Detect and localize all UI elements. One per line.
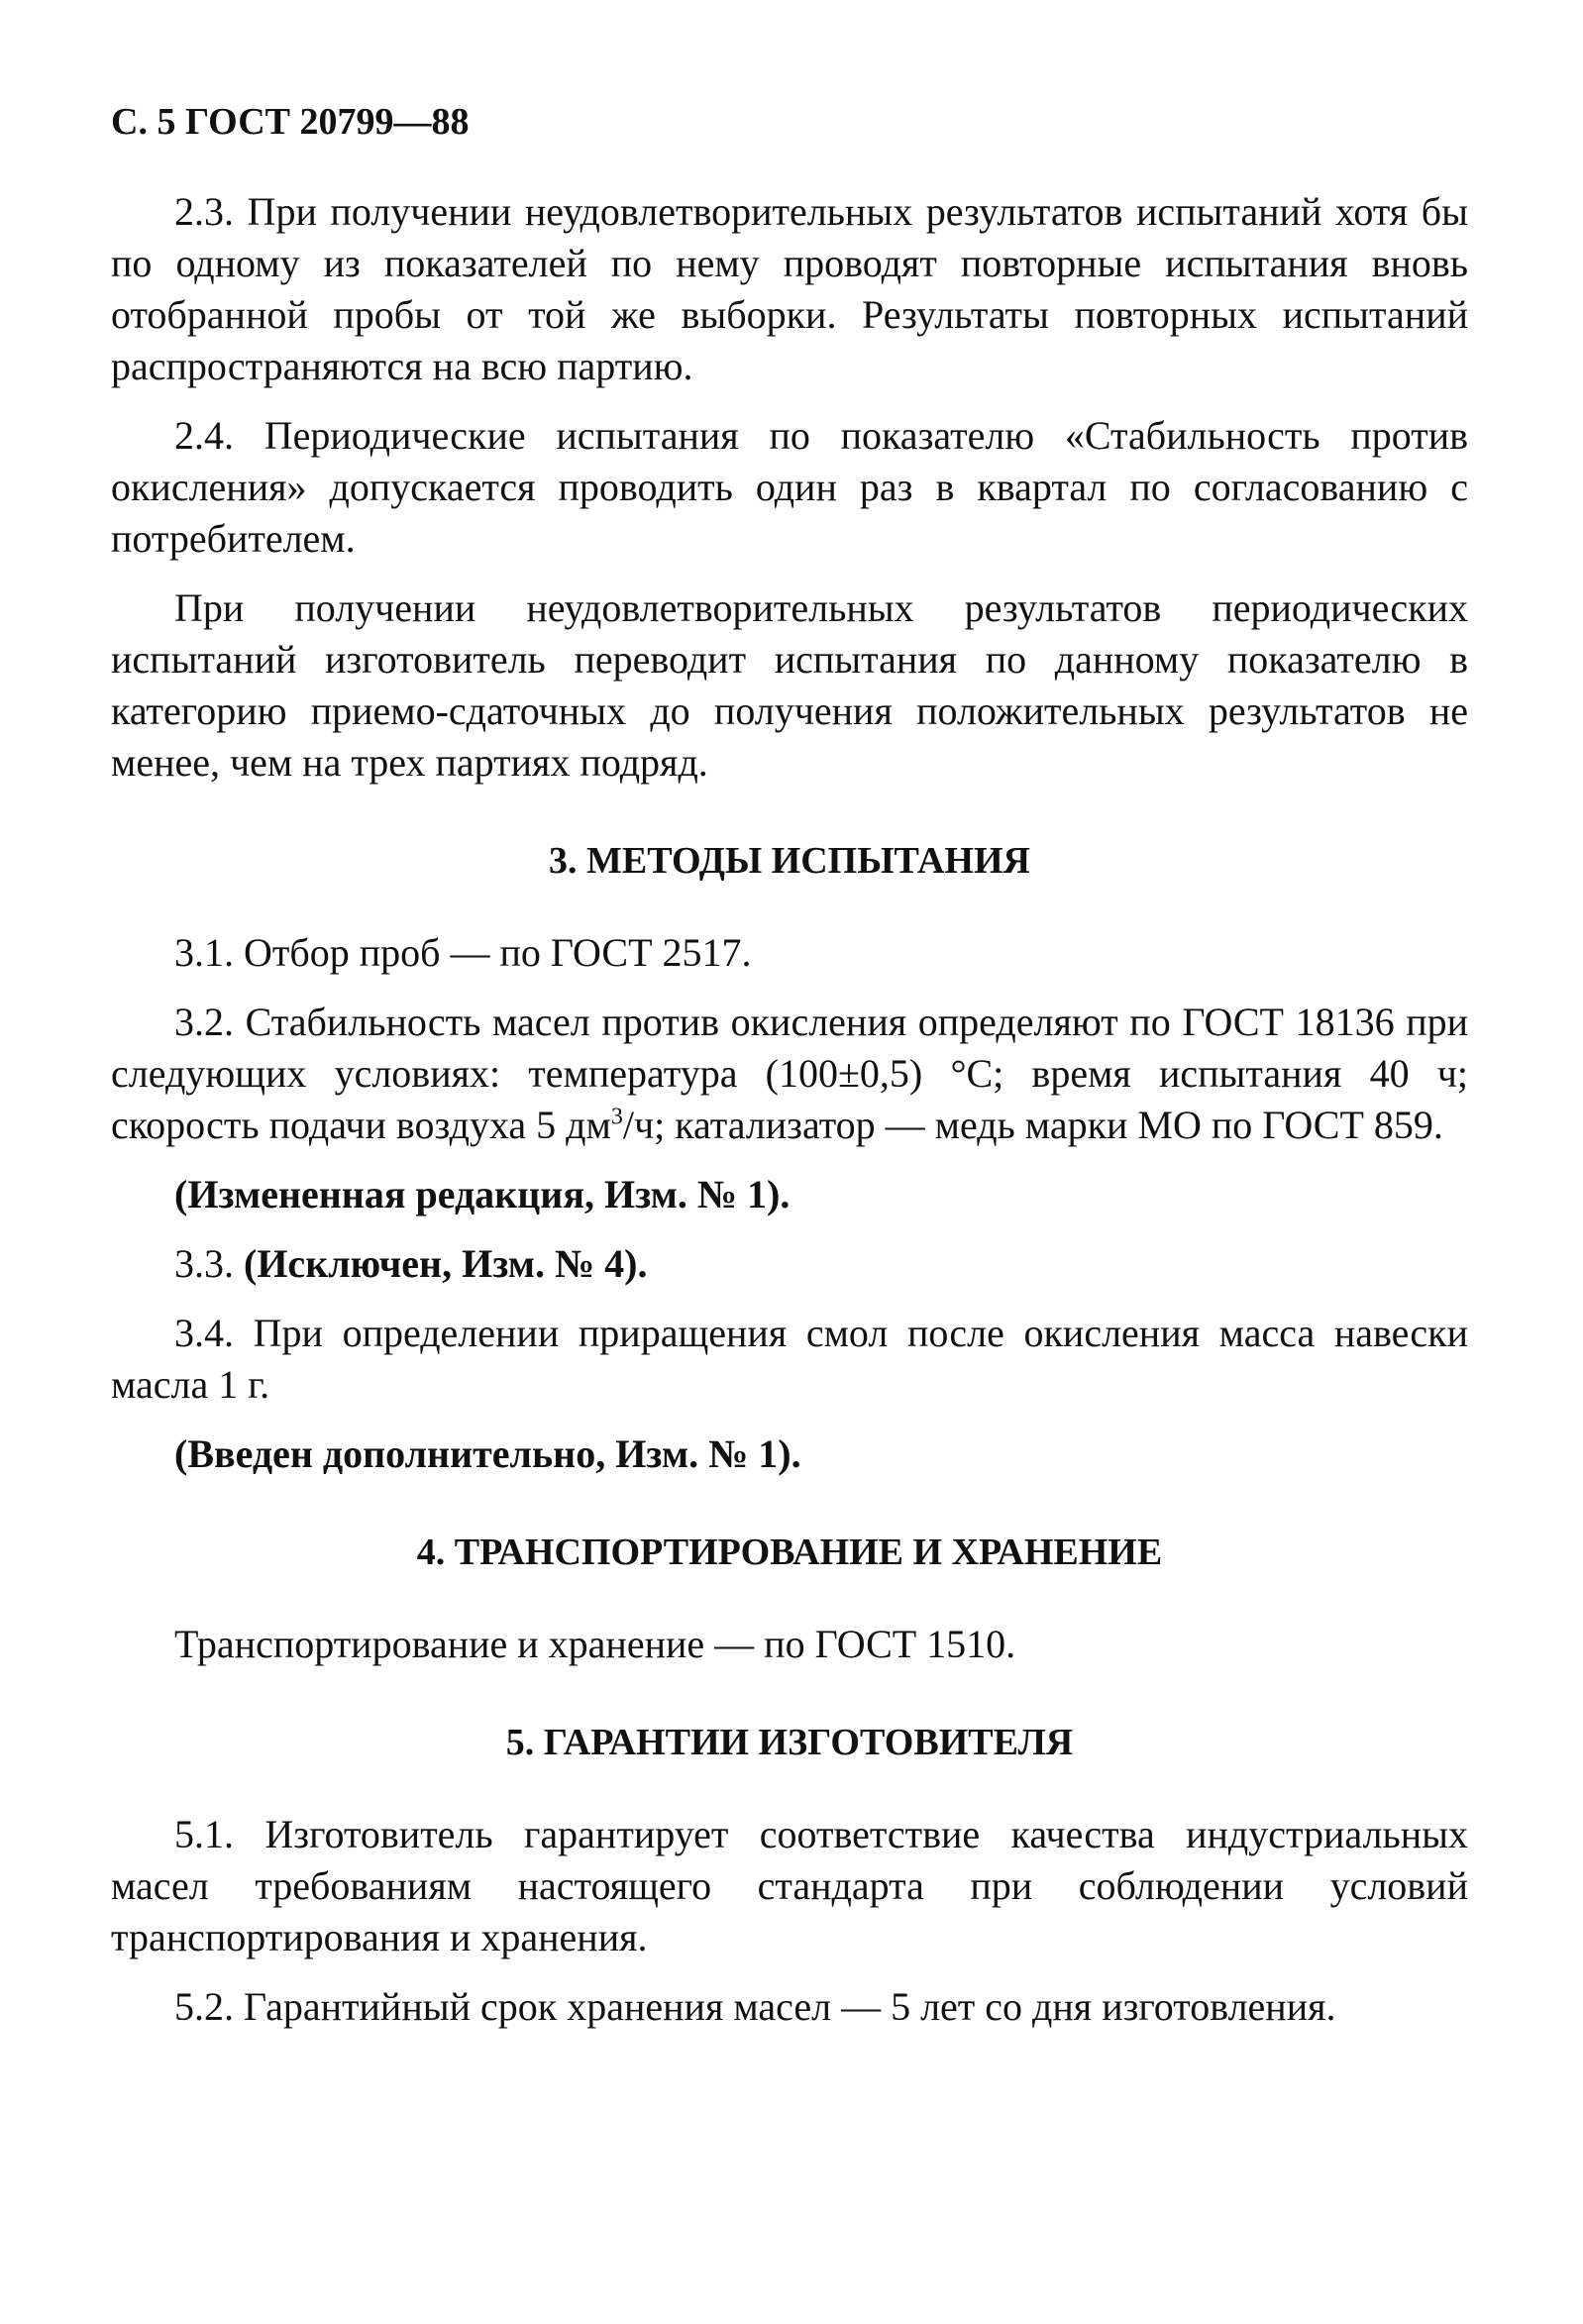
amendment-note-2: (Введен дополнительно, Изм. № 1). (174, 1431, 801, 1476)
paragraph-5-1: 5.1. Изготовитель гарантирует соответствие качества индустриальных масел требованиям настоящего стандарта при соблюдении условий транспортирования и хранения. (111, 1812, 1468, 1959)
paragraph-2-4: 2.4. Периодические испытания по показателю «Стабильность против окисления» допускается проводить один раз в квартал по согласованию с потребителем. (111, 413, 1468, 561)
paragraph-5-2: 5.2. Гарантийный срок хранения масел — 5 лет со дня изготовления. (174, 1984, 1336, 2029)
paragraph-3-2-text-end: /ч; катализатор — медь марки МО по ГОСТ 859. (622, 1103, 1443, 1147)
document-page (111, 99, 1468, 2033)
paragraph-3-2 (111, 997, 1468, 1151)
paragraph-2-4-continued: При получении неудовлетворительных результатов периодических испытаний изготовитель переводит испытания по данному показателю в категорию приемо-сдаточных до получения положительных результатов не менее, чем на трех партиях подряд. (111, 585, 1468, 785)
paragraph-3-3-note: (Исключен, Изм. № 4). (244, 1241, 648, 1286)
paragraph-3-2-text: 3.2. Стабильность масел против окисления определяют по ГОСТ 18136 при следующих условиях: температура (100±0,5) °С; время испытания 40 ч; скорость подачи воздуха 5 дм (111, 1000, 1468, 1147)
paragraph-2-3: 2.3. При получении неудовлетворительных результатов испытаний хотя бы по одному из показателей по нему проводят повторные испытания вновь отобранной пробы от той же выборки. Результаты повторных испытаний распространяются на всю партию. (111, 189, 1468, 388)
superscript-3: 3 (610, 1104, 623, 1130)
amendment-note-1: (Измененная редакция, Изм. № 1). (174, 1172, 791, 1216)
page-header: С. 5 ГОСТ 20799—88 (111, 101, 470, 143)
paragraph-4: Транспортирование и хранение — по ГОСТ 1510. (174, 1622, 1016, 1666)
paragraph-3-1: 3.1. Отбор проб — по ГОСТ 2517. (174, 930, 752, 975)
paragraph-3-4: 3.4. При определении приращения смол после окисления масса навески масла 1 г. (111, 1311, 1468, 1407)
section-4-title: 4. ТРАНСПОРТИРОВАНИЕ И ХРАНЕНИЕ (416, 1532, 1163, 1573)
section-5-title: 5. ГАРАНТИИ ИЗГОТОВИТЕЛЯ (505, 1722, 1074, 1763)
paragraph-3-3 (111, 1238, 1468, 1290)
paragraph-3-3-number: 3.3. (174, 1241, 244, 1286)
section-3-title: 3. МЕТОДЫ ИСПЫТАНИЯ (548, 840, 1030, 882)
